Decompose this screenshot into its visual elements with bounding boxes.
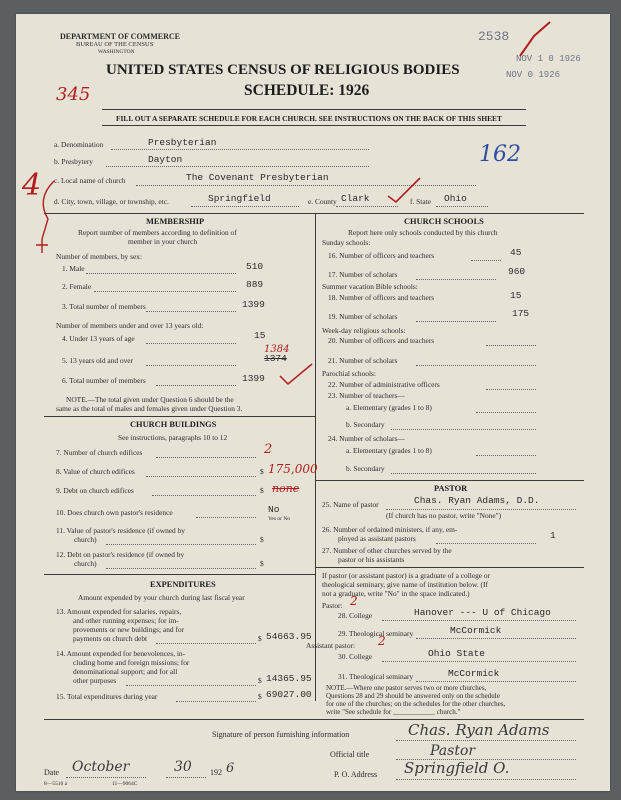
pastor-note-2: Questions 28 and 29 should be answered only on the schedule [326,692,500,700]
q21-label: 21. Number of scholars [328,356,398,365]
pastor-note-4: write "See schedule for ____________ church." [326,708,461,716]
q24-label: 24. Number of scholars— [328,434,405,443]
q12-label-2: church) [74,559,97,568]
date-month: October [72,759,130,775]
q13-line-4: payments on church debt [73,634,148,643]
serial-number: 2538 [478,29,510,44]
vacation-schools-label: Summer vacation Bible schools: [322,282,418,291]
margin-bracket-icon [34,179,58,259]
q28-value: Hanover --- U of Chicago [414,607,551,618]
date-label: Date [44,768,60,777]
q7-label: 7. Number of church edifices [56,448,143,457]
male-label: 1. Male [62,264,85,273]
q8-label: 8. Value of church edifices [56,467,135,476]
q16-value: 45 [510,247,522,258]
q10-label: 10. Does church own pastor's residence [56,508,173,517]
check-mark-icon [516,20,556,60]
assistant-mark: 2 [378,634,386,648]
q23-label: 23. Number of teachers— [328,391,405,400]
q19-value: 175 [512,308,530,319]
q17-value: 960 [508,266,526,277]
q13-line-3: provements or new buildings; and for [73,625,185,634]
form-title: UNITED STATES CENSUS OF RELIGIOUS BODIES [106,62,460,78]
under-13-value: 15 [254,330,266,341]
male-value: 510 [246,261,264,272]
q10-hint: Yes or No [268,516,291,522]
church-name-label: c. Local name of church [54,176,126,185]
date-day: 30 [174,759,192,775]
total-check-icon [278,362,314,386]
pastor-heading: PASTOR [434,484,468,493]
membership-note-2: same as the total of males and females given under Question 3. [56,404,243,413]
q9-label: 9. Debt on church edifices [56,486,134,495]
q25-value: Chas. Ryan Adams, D.D. [414,495,540,506]
received-stamp-2: NOV 0 1926 [506,70,561,80]
signature-value: Chas. Ryan Adams [408,721,550,739]
female-value: 889 [246,279,264,290]
census-schedule-sheet: DEPARTMENT OF COMMERCE BUREAU OF THE CENSUS WASHINGTON 2538 NOV 1 0 1926 NOV 0 1926 UNITED STATES CENSUS OF RELIGIOUS BODIES SCHEDULE: 1926 345 FILL OUT A SEPARATE SCHEDULE FOR EACH CHURCH. SEE INSTRUCTIONS ON THE BACK OF THIS SHEET 162 a. Denomination Presbyterian b. Presbytery Dayton c. Local name of church The Covenant Presbyterian d. City, town, village, or township, etc. Springfield e. County Clark f. State Ohio 4 MEMBERSHIP Report number of members according to definition of member in your church Number of members, by sex: 1. Male 510 2. Female 889 3. Total number of members 1399 Number of members under and over 13 years old: 4. Under 13 years of age 15 1384 5. 13 years old and over 1374 6. Total number of members 1399 NOTE.—The total given under Question 6 should be the same as the total of males and females given under Question 3. CHURCH BUILDINGS See instructions, paragraphs 10 to 12 7. Number of church edifices 2 8. Value of church edifices $ 175,000 9. Debt on church edifices $ none 10. Does church own pastor's residence No Yes or No 11. Value of pastor's residence (if owned by church) $ 12. Debt on pastor's residence (if owned by church) $ EXPENDITURES Amount expended by your church during last fiscal year 13. Amount expended for salaries, repairs, and other running expenses; for im- provements or new buildings; and for payments on church debt $ 54663.95 14. Amount expended for benevolences, in- cluding home and foreign missions; for denominational support; and for all other purposes $ 14365.95 15. Total expenditures during year $ 69027.00 CHURCH SCHOOLS Report here only schools conducted by this church Sunday schools: 16. Number of officers and teachers 45 17. Number of scholars 960 Summer vacation Bible schools: 18. Number of officers and teachers 15 19. Number of scholars 175 Week-day religious schools: 20. Number of officers and teachers 21. Number of scholars Parochial schools: 22. Number of administrative officers 23. Number of teachers— a. Elementary (grades 1 to 8) b. Secondary 24. Number of scholars— a. Elementary (grades 1 to 8) b. Secondary PASTOR 25. Name of pastor Chas. Ryan Adams, D.D. (If church has no pastor, write "None") 26. Number of ordained ministers, if any, em- ployed as assistant pastors 1 27. Number of other churches served by the pastor or his assistants If pastor (or assistant pastor) is a graduate of a college or theological seminary, give name of institution below. (If not a graduate, write "No" in the space indicated.) Pastor: 2 28. College Hanover --- U of Chicago 29. Theological seminary McCormick Assistant pastor: 2 30. College Ohio State 31. Theological seminary McCormick NOTE.—Where one pastor serves two or more churches, Questions 28 and 29 should be answered only on the schedule for one of the churches; on the schedules for the other churches, write "See schedule for ____________ church." Signature of person furnishing information Chas. Ryan Adams Official title Pastor Date October 30 192 6 P. O. Address Springfield O. 8—5510 a 11—9064C [16,14,610,791]
q17-label: 17. Number of scholars [328,270,398,279]
q9-value: none [272,482,300,495]
county-label: e. County [308,197,337,206]
state-value: Ohio [444,193,467,204]
q23b-label: b. Secondary [346,420,385,429]
parochial-schools-label: Parochial schools: [322,369,376,378]
under-13-label: 4. Under 13 years of age [62,334,135,343]
membership-intro-2: member in your church [128,237,198,246]
pastor-label: Pastor: [322,601,343,610]
q22-label: 22. Number of administrative officers [328,380,440,389]
total-members-label: 3. Total number of members [62,302,146,311]
q26-label-2: ployed as assistant pastors [338,534,416,543]
college-note-1: If pastor (or assistant pastor) is a graduate of a college or [322,571,491,580]
schools-heading: CHURCH SCHOOLS [404,217,484,226]
date-year-prefix: 192 [210,768,222,777]
q14-line-1: 14. Amount expended for benevolences, in- [56,649,186,658]
total-members-value: 1399 [242,299,265,310]
city-label: WASHINGTON [98,49,135,55]
presbytery-value: Dayton [148,154,183,165]
q14-line-3: denominational support; and for all [73,667,178,676]
date-year-suffix: 6 [226,761,235,776]
buildings-heading: CHURCH BUILDINGS [130,420,217,429]
denomination-value: Presbyterian [148,137,217,148]
print-code: 11—9064C [112,781,138,787]
q13-line-1: 13. Amount expended for salaries, repairs, [56,607,182,616]
q18-value: 15 [510,290,522,301]
q14-line-2: cluding home and foreign missions; for [73,658,190,667]
members-by-sex-label: Number of members, by sex: [56,252,142,261]
q27-label-1: 27. Number of other churches served by the [322,546,452,555]
q10-value: No [268,504,280,515]
handwritten-number: 345 [56,84,91,105]
signature-label: Signature of person furnishing information [212,730,350,739]
q25-label: 25. Name of pastor [322,500,379,509]
address-value: Springfield O. [404,759,510,777]
q14-line-4: other purposes [73,676,117,685]
pastor-mark: 2 [350,594,358,608]
church-name-value: The Covenant Presbyterian [186,172,329,183]
pastor-note-3: for one of the churches; on the schedules for the other churches, [326,700,506,708]
q24b-label: b. Secondary [346,464,385,473]
female-label: 2. Female [62,282,92,291]
q29-value: McCormick [450,625,502,636]
q8-value: 175,000 [268,462,318,476]
instruction-bar: FILL OUT A SEPARATE SCHEDULE FOR EACH CHURCH. SEE INSTRUCTIONS ON THE BACK OF THIS SHEET [116,114,502,123]
weekday-schools-label: Week-day religious schools: [322,326,406,335]
city-town-label: d. City, town, village, or township, etc. [54,197,169,206]
pastor-note-1: NOTE.—Where one pastor serves two or more churches, [326,684,487,692]
q28-label: 28. College [338,611,373,620]
q11-label-2: church) [74,535,97,544]
membership-heading: MEMBERSHIP [146,217,205,226]
q30-label: 30. College [338,652,373,661]
bureau-label: BUREAU OF THE CENSUS [76,41,154,48]
state-label: f. State [410,197,431,206]
address-label: P. O. Address [334,770,378,779]
q15-label: 15. Total expenditures during year [56,692,158,701]
q25-hint: (If church has no pastor, write "None") [386,511,502,520]
q19-label: 19. Number of scholars [328,312,398,321]
q26-value: 1 [550,530,556,541]
form-subtitle: SCHEDULE: 1926 [244,82,370,99]
q14-value: 14365.95 [266,673,312,684]
q11-label-1: 11. Value of pastor's residence (if owned by [56,526,185,535]
q27-label-2: pastor or his assistants [338,555,405,564]
q26-label-1: 26. Number of ordained ministers, if any, em- [322,525,458,534]
buildings-instruction: See instructions, paragraphs 10 to 12 [118,433,228,442]
q31-label: 31. Theological seminary [338,672,414,681]
q15-value: 69027.00 [266,689,312,700]
q23a-label: a. Elementary (grades 1 to 8) [346,403,432,412]
total-6-label: 6. Total number of members [62,376,146,385]
q13-line-2: and other running expenses; for im- [73,616,179,625]
expenditures-intro: Amount expended by your church during last fiscal year [78,593,245,602]
q24a-label: a. Elementary (grades 1 to 8) [346,446,432,455]
side-code: 162 [479,142,521,167]
q16-label: 16. Number of officers and teachers [328,251,435,260]
q31-value: McCormick [448,668,500,679]
assistant-pastor-label: Assistant pastor: [306,641,356,650]
age-group-label: Number of members under and over 13 years old: [56,321,204,330]
presbytery-label: b. Presbytery [54,157,93,166]
q20-label: 20. Number of officers and teachers [328,336,435,345]
q30-value: Ohio State [428,648,486,659]
over-13-label: 5. 13 years old and over [62,356,134,365]
expenditures-heading: EXPENDITURES [150,580,216,589]
over-13-value: 1374 [264,353,287,364]
county-value: Clark [341,193,370,204]
official-title-value: Pastor [430,743,476,759]
schools-intro: Report here only schools conducted by this church [348,228,498,237]
q29-label: 29. Theological seminary [338,629,414,638]
over-13-correction: 1384 [264,344,290,355]
total-6-value: 1399 [242,373,265,384]
membership-note-1: NOTE.—The total given under Question 6 should be the [66,395,234,404]
form-code: 8—5510 a [44,781,68,787]
received-stamp-1: NOV 1 0 1926 [516,54,581,64]
official-title-label: Official title [330,750,370,759]
margin-mark: 4 [22,168,42,203]
college-note-2: theological seminary, give name of institution below. (If [322,580,488,589]
denomination-label: a. Denomination [54,140,104,149]
q18-label: 18. Number of officers and teachers [328,293,435,302]
sunday-schools-label: Sunday schools: [322,238,371,247]
city-town-value: Springfield [208,193,271,204]
membership-intro-1: Report number of members according to definition of [78,228,237,237]
department-label: DEPARTMENT OF COMMERCE [60,32,181,41]
q12-label-1: 12. Debt on pastor's residence (if owned by [56,550,185,559]
q13-value: 54663.95 [266,631,312,642]
q7-value: 2 [264,442,273,457]
college-note-3: not a graduate, write "No" in the space indicated.) [322,589,470,598]
